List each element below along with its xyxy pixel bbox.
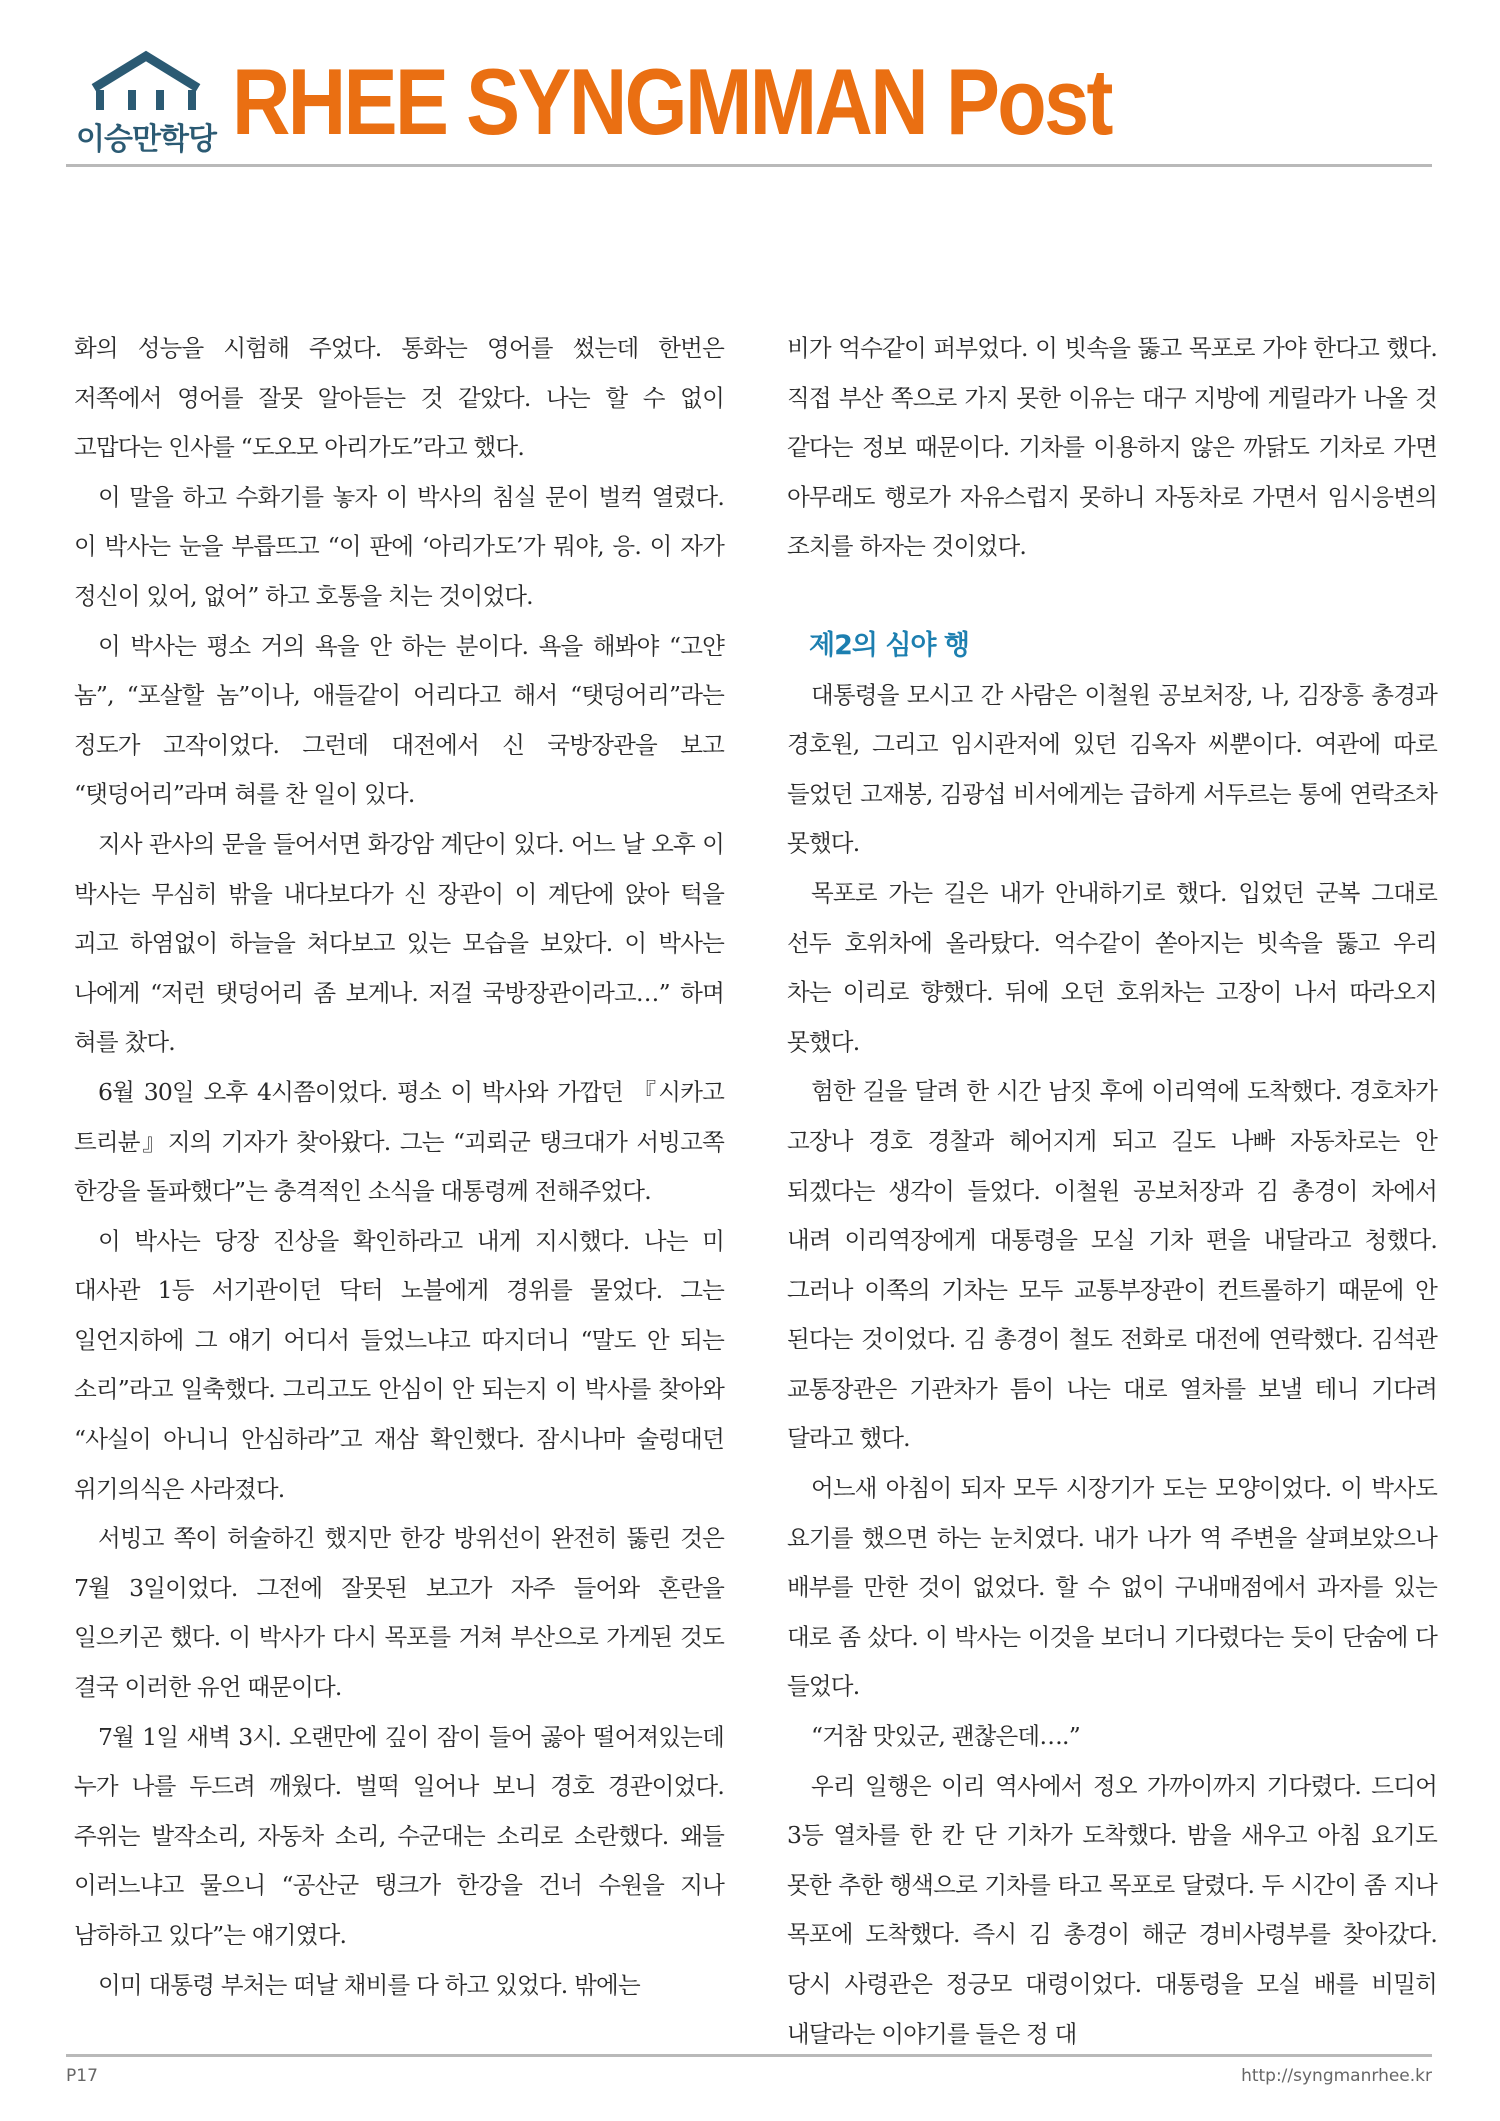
paragraph: 대통령을 모시고 간 사람은 이철원 공보처장, 나, 김장흥 총경과 경호원, 그리고 임시관저에 있던 김옥자 씨뿐이다. 여관에 따로 들었던 고재봉, 김광섭 비서에게는 급하게 서두르는 통에 연락조차 못했다. xyxy=(787,680,1437,858)
page-header xyxy=(0,0,1500,170)
publication-title: RHEE SYNGMMAN Post xyxy=(232,49,1111,154)
right-column xyxy=(787,324,1437,2059)
paragraph: 서빙고 쪽이 허술하긴 했지만 한강 방위선이 완전히 뚫린 것은 7월 3일이었다. 그전에 잘못된 보고가 자주 들어와 혼란을 일으키곤 했다. 이 박사가 다시 목포를 거쳐 부산으로 가게된 것도 결국 이러한 유언 때문이다. xyxy=(74,1524,724,1702)
school-logo xyxy=(66,48,226,160)
pillars-icon xyxy=(90,88,202,112)
left-column xyxy=(74,324,724,2010)
paragraph: 험한 길을 달려 한 시간 남짓 후에 이리역에 도착했다. 경호차가 고장나 경호 경찰과 헤어지게 되고 길도 나빠 자동차로는 안 되겠다는 생각이 들었다. 이철원 공보처장과 김 총경이 차에서 내려 이리역장에게 대통령을 모실 기차 편을 내달라고 청했다. 그러나 이쪽의 기차는 모두 교통부장관이 컨트롤하기 때문에 안 된다는 것이었다. 김 총경이 철도 전화로 대전에 연락했다. 김석관 교통장관은 기관차가 틈이 나는 대로 열차를 보낼 테니 기다려 달라고 했다. xyxy=(787,1077,1437,1453)
paragraph: 목포로 가는 길은 내가 안내하기로 했다. 입었던 군복 그대로 선두 호위차에 올라탔다. 억수같이 쏟아지는 빗속을 뚫고 우리 차는 이리로 향했다. 뒤에 오던 호위차는 고장이 나서 따라오지 못했다. xyxy=(787,878,1437,1056)
paragraph: 이미 대통령 부처는 떠날 채비를 다 하고 있었다. 밖에는 xyxy=(98,1970,640,1999)
paragraph: 지사 관사의 문을 들어서면 화강암 계단이 있다. 어느 날 오후 이 박사는 무심히 밖을 내다보다가 신 장관이 이 계단에 앉아 턱을 괴고 하염없이 하늘을 쳐다보고 있는 모습을 보았다. 이 박사는 나에게 “저런 탯덩어리 좀 보게나. 저걸 국방장관이라고…” 하며 혀를 찼다. xyxy=(74,829,724,1057)
paragraph: 6월 30일 오후 4시쯤이었다. 평소 이 박사와 가깝던 『시카고 트리뷴』지의 기자가 찾아왔다. 그는 “괴뢰군 탱크대가 서빙고쪽 한강을 돌파했다”는 충격적인 소식을 대통령께 전해주었다. xyxy=(74,1077,724,1206)
quote-paragraph: “거참 맛있군, 괜찮은데….” xyxy=(811,1722,1080,1751)
logo-text: 이승만학당 xyxy=(76,122,216,157)
paragraph: 이 박사는 당장 진상을 확인하라고 내게 지시했다. 나는 미 대사관 1등 서기관이던 닥터 노블에게 경위를 물었다. 그는 일언지하에 그 얘기 어디서 들었느냐고 따지더니 “말도 안 되는 소리”라고 일축했다. 그리고도 안심이 안 되는지 이 박사를 찾아와 “사실이 아니니 안심하라”고 재삼 확인했다. 잠시나마 술렁대던 위기의식은 사라졌다. xyxy=(74,1226,724,1503)
paragraph: 7월 1일 새벽 3시. 오랜만에 깊이 잠이 들어 곯아 떨어져있는데 누가 나를 두드려 깨웠다. 벌떡 일어나 보니 경호 경관이었다. 주위는 발작소리, 자동차 소리, 수군대는 소리로 소란했다. 왜들 이러느냐고 물으니 “공산군 탱크가 한강을 건너 수원을 지나 남하하고 있다”는 얘기였다. xyxy=(74,1722,724,1949)
paragraph: 화의 성능을 시험해 주었다. 통화는 영어를 썼는데 한번은 저쪽에서 영어를 잘못 알아듣는 것 같았다. 나는 할 수 없이 고맙다는 인사를 “도오모 아리가도”라고 했다. xyxy=(74,334,724,462)
footer-divider xyxy=(66,2054,1432,2057)
paragraph: 우리 일행은 이리 역사에서 정오 가까이까지 기다렸다. 드디어 3등 열차를 한 칸 단 기차가 도착했다. 밤을 새우고 아침 요기도 못한 추한 행색으로 기차를 타고 목포로 달렸다. 두 시간이 좀 지나 목포에 도착했다. 즉시 김 총경이 해군 경비사령부를 찾아갔다. 당시 사령관은 정긍모 대령이었다. 대통령을 모실 배를 비밀히 내달라는 이야기를 들은 정 대 xyxy=(787,1771,1437,2048)
paragraph: 이 박사는 평소 거의 욕을 안 하는 분이다. 욕을 해봐야 “고얀 놈”, “포살할 놈”이나, 애들같이 어리다고 해서 “탯덩어리”라는 정도가 고작이었다. 그런데 대전에서 신 국방장관을 보고 “탯덩어리”라며 혀를 찬 일이 있다. xyxy=(74,631,724,809)
paragraph: 어느새 아침이 되자 모두 시장기가 도는 모양이었다. 이 박사도 요기를 했으면 하는 눈치였다. 내가 나가 역 주변을 살펴보았으나 배부를 만한 것이 없었다. 할 수 없이 구내매점에서 과자를 있는 대로 좀 샀다. 이 박사는 이것을 보더니 기다렸다는 듯이 단숨에 다 들었다. xyxy=(787,1474,1437,1701)
section-heading: 제2의 심야 행 xyxy=(809,629,969,661)
header-divider xyxy=(66,164,1432,167)
paragraph: 비가 억수같이 퍼부었다. 이 빗속을 뚫고 목포로 가야 한다고 했다. 직접 부산 쪽으로 가지 못한 이유는 대구 지방에 게릴라가 나올 것 같다는 정보 때문이다. 기차를 이용하지 않은 까닭도 기차로 가면 아무래도 행로가 자유스럽지 못하니 자동차로 가면서 임시응변의 조치를 하자는 것이었다. xyxy=(787,334,1437,561)
site-url: http://syngmanrhee.kr xyxy=(1241,2066,1432,2086)
page-number: P17 xyxy=(66,2066,98,2086)
paragraph: 이 말을 하고 수화기를 놓자 이 박사의 침실 문이 벌컥 열렸다. 이 박사는 눈을 부릅뜨고 “이 판에 ‘아리가도’가 뭐야, 응. 이 자가 정신이 있어, 없어” 하고 호통을 치는 것이었다. xyxy=(74,482,724,610)
